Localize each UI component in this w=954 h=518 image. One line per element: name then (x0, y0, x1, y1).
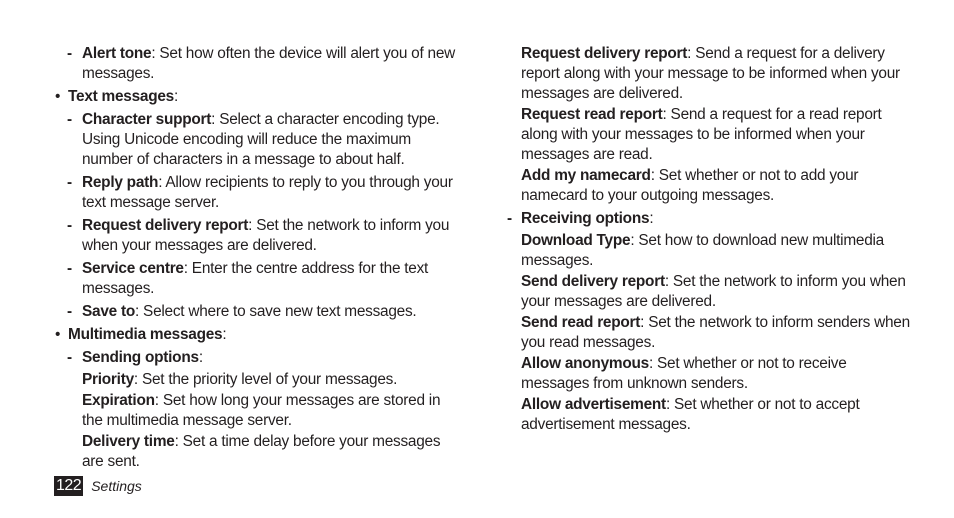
download-type-desc: : Set how to download new multimedia messages. (521, 232, 884, 269)
character-support-item (54, 110, 464, 170)
priority-item (54, 370, 464, 390)
allow-anonymous-term: Allow anonymous (521, 355, 649, 372)
expiration-item (54, 391, 464, 431)
request-delivery-report-term: Request delivery report (82, 217, 249, 234)
service-centre-desc: : Enter the centre address for the text messages. (82, 260, 429, 297)
text-messages-heading (54, 87, 464, 107)
request-read-report-desc: : Send a request for a read report along with your messages to be informed when your messages are read. (521, 106, 882, 163)
download-type-term: Download Type (521, 232, 631, 249)
request-read-report-item (504, 105, 914, 165)
send-delivery-report-desc: : Set the network to inform you when your messages are delivered. (521, 273, 906, 310)
multimedia-messages-colon: : (222, 326, 227, 343)
add-my-namecard-desc: : Set whether or not to add your namecard to your outgoing messages. (521, 167, 859, 204)
section-name: Settings (91, 478, 142, 494)
reply-path-item (54, 173, 464, 213)
expiration-term: Expiration (82, 392, 155, 409)
request-delivery-report-item (54, 216, 464, 256)
receiving-options-term: Receiving options (521, 210, 650, 227)
sending-options-term: Sending options (82, 349, 199, 366)
text-messages-colon: : (173, 88, 179, 105)
text-messages-term: Text messages (68, 88, 174, 105)
service-centre-item (54, 259, 464, 299)
add-my-namecard-item (504, 166, 914, 206)
request-delivery-report-right-term: Request delivery report (521, 45, 688, 62)
allow-advertisement-term: Allow advertisement (521, 396, 666, 413)
alert-tone-item (54, 44, 464, 84)
multimedia-messages-heading (54, 325, 464, 345)
receiving-options-item (504, 209, 914, 229)
allow-advertisement-item (504, 395, 914, 435)
send-delivery-report-term: Send delivery report (521, 273, 665, 290)
receiving-options-colon: : (649, 210, 654, 227)
expiration-desc: : Set how long your messages are stored in the multimedia message server. (82, 392, 441, 429)
request-delivery-report-right-item (504, 44, 914, 104)
add-my-namecard-term: Add my namecard (521, 167, 651, 184)
alert-tone-term: Alert tone (82, 45, 152, 62)
delivery-time-term: Delivery time (82, 433, 175, 450)
multimedia-messages-term: Multimedia messages (68, 326, 223, 343)
send-read-report-term: Send read report (521, 314, 641, 331)
priority-desc: : Set the priority level of your messages. (133, 371, 398, 388)
send-delivery-report-item (504, 272, 914, 312)
send-read-report-item (504, 313, 914, 353)
allow-anonymous-item (504, 354, 914, 394)
request-read-report-term: Request read report (521, 106, 663, 123)
reply-path-term: Reply path (82, 174, 159, 191)
save-to-item (54, 302, 464, 322)
right-column (504, 44, 914, 436)
reply-path-desc: : Allow recipients to reply to you through your text message server. (82, 174, 453, 211)
allow-advertisement-desc: : Set whether or not to accept advertisement messages. (521, 396, 860, 433)
priority-term: Priority (82, 371, 134, 388)
send-read-report-desc: : Set the network to inform senders when you read messages. (521, 314, 910, 351)
download-type-item (504, 231, 914, 271)
request-delivery-report-desc: : Set the network to inform you when your messages are delivered. (82, 217, 450, 254)
character-support-term: Character support (82, 111, 212, 128)
save-to-term: Save to (82, 303, 135, 320)
delivery-time-item (54, 432, 464, 472)
delivery-time-desc: : Set a time delay before your messages are sent. (82, 433, 441, 470)
request-delivery-report-right-desc: : Send a request for a delivery report along with your message to be informed when your messages are delivered. (521, 45, 900, 102)
left-column (54, 44, 464, 473)
page-number: 122 (56, 477, 82, 494)
page-footer (54, 476, 142, 496)
service-centre-term: Service centre (82, 260, 184, 277)
alert-tone-desc: : Set how often the device will alert you of new messages. (82, 45, 456, 82)
sending-options-colon: : (198, 349, 203, 366)
save-to-desc: : Select where to save new text messages. (135, 303, 417, 320)
allow-anonymous-desc: : Set whether or not to receive messages from unknown senders. (521, 355, 847, 392)
character-support-desc: : Select a character encoding type. Using Unicode encoding will reduce the maximum number of characters in a message to about half. (82, 111, 440, 168)
sending-options-item (54, 348, 464, 368)
